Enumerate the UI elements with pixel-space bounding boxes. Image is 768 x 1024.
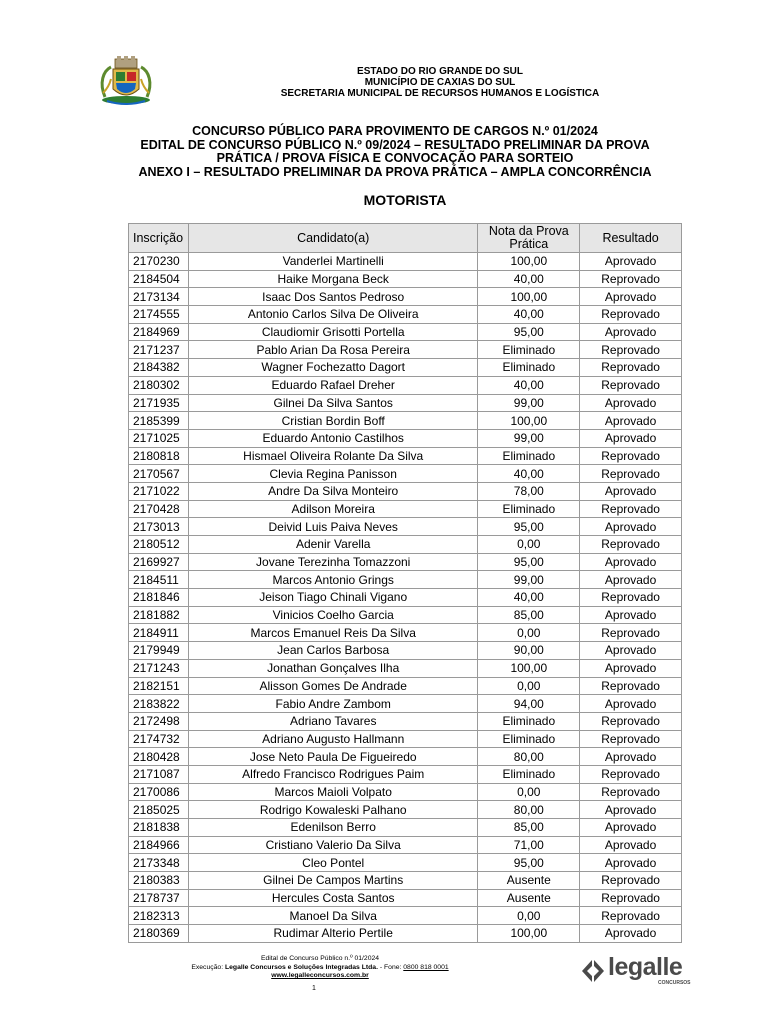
cell-registration: 2171022 (129, 482, 189, 500)
cell-candidate: Eduardo Rafael Dreher (188, 376, 477, 394)
cell-result: Aprovado (580, 836, 682, 854)
table-row (129, 394, 682, 412)
table-row (129, 536, 682, 554)
cell-score: Eliminado (478, 730, 580, 748)
table-row (129, 429, 682, 447)
table-row (129, 836, 682, 854)
table-row (129, 553, 682, 571)
table-row (129, 306, 682, 324)
cell-score: Ausente (478, 872, 580, 890)
cell-registration: 2179949 (129, 642, 189, 660)
cell-candidate: Jean Carlos Barbosa (188, 642, 477, 660)
brand-subtitle: CONCURSOS (658, 980, 691, 986)
cell-registration: 2170086 (129, 783, 189, 801)
cell-registration: 2181846 (129, 589, 189, 607)
cell-result: Aprovado (580, 606, 682, 624)
job-role-heading: MOTORISTA (363, 192, 447, 208)
cell-score: Eliminado (478, 500, 580, 518)
table-row (129, 907, 682, 925)
table-row (129, 765, 682, 783)
cell-registration: 2169927 (129, 553, 189, 571)
cell-registration: 2171237 (129, 341, 189, 359)
table-row (129, 359, 682, 377)
cell-candidate: Adriano Augusto Hallmann (188, 730, 477, 748)
cell-score: 40,00 (478, 376, 580, 394)
cell-candidate: Deivid Luis Paiva Neves (188, 518, 477, 536)
cell-score: 0,00 (478, 783, 580, 801)
cell-candidate: Isaac Dos Santos Pedroso (188, 288, 477, 306)
cell-result: Reprovado (580, 500, 682, 518)
state-name: ESTADO DO RIO GRANDE DO SUL (357, 66, 523, 77)
table-row (129, 730, 682, 748)
cell-candidate: Andre Da Silva Monteiro (188, 482, 477, 500)
footer-phone-prefix: - Fone: (377, 963, 404, 971)
table-row (129, 695, 682, 713)
cell-candidate: Jovane Terezinha Tomazzoni (188, 553, 477, 571)
title-line-4: ANEXO I – RESULTADO PRELIMINAR DA PROVA PRÁTICA – AMPLA CONCORRÊNCIA (138, 164, 652, 179)
brand-name: legalle (608, 953, 683, 981)
cell-result: Aprovado (580, 429, 682, 447)
coat-of-arms-icon (97, 53, 155, 107)
cell-registration: 2184966 (129, 836, 189, 854)
table-row (129, 624, 682, 642)
cell-result: Reprovado (580, 359, 682, 377)
cell-registration: 2180428 (129, 748, 189, 766)
cell-candidate: Adenir Varella (188, 536, 477, 554)
cell-score: Eliminado (478, 447, 580, 465)
cell-registration: 2182313 (129, 907, 189, 925)
cell-registration: 2171243 (129, 659, 189, 677)
cell-result: Reprovado (580, 765, 682, 783)
cell-score: Eliminado (478, 359, 580, 377)
cell-candidate: Eduardo Antonio Castilhos (188, 429, 477, 447)
table-row (129, 889, 682, 907)
cell-candidate: Marcos Maioli Volpato (188, 783, 477, 801)
footer-edital: Edital de Concurso Público n.º 01/2024 (260, 955, 380, 962)
cell-candidate: Alisson Gomes De Andrade (188, 677, 477, 695)
cell-score: 80,00 (478, 801, 580, 819)
cell-result: Aprovado (580, 518, 682, 536)
cell-candidate: Vanderlei Martinelli (188, 253, 477, 271)
cell-registration: 2184504 (129, 270, 189, 288)
cell-registration: 2183822 (129, 695, 189, 713)
cell-result: Aprovado (580, 854, 682, 872)
cell-registration: 2171087 (129, 765, 189, 783)
cell-score: Eliminado (478, 341, 580, 359)
table-row (129, 925, 682, 943)
table-row (129, 412, 682, 430)
cell-score: 80,00 (478, 748, 580, 766)
cell-registration: 2180369 (129, 925, 189, 943)
cell-score: 95,00 (478, 854, 580, 872)
cell-candidate: Gilnei Da Silva Santos (188, 394, 477, 412)
cell-score: 40,00 (478, 270, 580, 288)
cell-score: 99,00 (478, 571, 580, 589)
cell-result: Aprovado (580, 642, 682, 660)
cell-candidate: Marcos Emanuel Reis Da Silva (188, 624, 477, 642)
footer-execution (130, 964, 510, 973)
cell-registration: 2184511 (129, 571, 189, 589)
table-row (129, 712, 682, 730)
table-row (129, 589, 682, 607)
cell-score: 85,00 (478, 819, 580, 837)
cell-registration: 2181838 (129, 819, 189, 837)
cell-result: Reprovado (580, 872, 682, 890)
municipality-name: MUNICÍPIO DE CAXIAS DO SUL (364, 77, 516, 88)
cell-score: 90,00 (478, 642, 580, 660)
cell-score: 100,00 (478, 925, 580, 943)
table-row (129, 376, 682, 394)
footer-company: Legalle Concursos e Soluções Integradas Ltda. (224, 963, 378, 971)
cell-candidate: Cleo Pontel (188, 854, 477, 872)
cell-score: 0,00 (478, 536, 580, 554)
table-row (129, 323, 682, 341)
cell-result: Reprovado (580, 889, 682, 907)
cell-candidate: Cristiano Valerio Da Silva (188, 836, 477, 854)
cell-result: Aprovado (580, 819, 682, 837)
table-row (129, 748, 682, 766)
cell-result: Reprovado (580, 730, 682, 748)
footer-exec-prefix: Execução: (191, 963, 225, 971)
title-line-1: CONCURSO PÚBLICO PARA PROVIMENTO DE CARGOS N.º 01/2024 (192, 124, 598, 138)
cell-score: 85,00 (478, 606, 580, 624)
table-row (129, 659, 682, 677)
cell-candidate: Antonio Carlos Silva De Oliveira (188, 306, 477, 324)
cell-registration: 2174555 (129, 306, 189, 324)
cell-score: Eliminado (478, 765, 580, 783)
cell-score: 100,00 (478, 288, 580, 306)
cell-registration: 2185025 (129, 801, 189, 819)
cell-candidate: Hercules Costa Santos (188, 889, 477, 907)
cell-registration: 2173348 (129, 854, 189, 872)
cell-score: 40,00 (478, 465, 580, 483)
table-row (129, 783, 682, 801)
cell-score: 78,00 (478, 482, 580, 500)
table-row (129, 571, 682, 589)
cell-registration: 2173013 (129, 518, 189, 536)
cell-result: Reprovado (580, 341, 682, 359)
column-header-registration: Inscrição (129, 224, 189, 253)
cell-result: Reprovado (580, 589, 682, 607)
cell-candidate: Edenilson Berro (188, 819, 477, 837)
cell-result: Reprovado (580, 465, 682, 483)
cell-result: Reprovado (580, 306, 682, 324)
cell-score: 100,00 (478, 253, 580, 271)
cell-registration: 2184382 (129, 359, 189, 377)
cell-registration: 2170230 (129, 253, 189, 271)
cell-candidate: Hismael Oliveira Rolante Da Silva (188, 447, 477, 465)
cell-registration: 2184969 (129, 323, 189, 341)
table-row (129, 819, 682, 837)
cell-registration: 2171025 (129, 429, 189, 447)
cell-result: Reprovado (580, 677, 682, 695)
cell-candidate: Cristian Bordin Boff (188, 412, 477, 430)
cell-registration: 2173134 (129, 288, 189, 306)
cell-registration: 2181882 (129, 606, 189, 624)
cell-candidate: Rudimar Alterio Pertile (188, 925, 477, 943)
cell-result: Aprovado (580, 323, 682, 341)
results-table (128, 223, 682, 943)
cell-candidate: Clevia Regina Panisson (188, 465, 477, 483)
cell-result: Reprovado (580, 376, 682, 394)
cell-candidate: Pablo Arian Da Rosa Pereira (188, 341, 477, 359)
cell-candidate: Vinicios Coelho Garcia (188, 606, 477, 624)
cell-score: 95,00 (478, 553, 580, 571)
table-row (129, 341, 682, 359)
cell-result: Aprovado (580, 553, 682, 571)
table-row (129, 606, 682, 624)
table-row (129, 854, 682, 872)
cell-result: Aprovado (580, 288, 682, 306)
cell-registration: 2170567 (129, 465, 189, 483)
cell-candidate: Fabio Andre Zambom (188, 695, 477, 713)
table-row (129, 447, 682, 465)
cell-result: Aprovado (580, 748, 682, 766)
cell-candidate: Adilson Moreira (188, 500, 477, 518)
table-row (129, 801, 682, 819)
cell-registration: 2171935 (129, 394, 189, 412)
cell-score: 95,00 (478, 323, 580, 341)
cell-result: Aprovado (580, 571, 682, 589)
table-row (129, 642, 682, 660)
title-line-3: PRÁTICA / PROVA FÍSICA E CONVOCAÇÃO PARA SORTEIO (216, 151, 574, 165)
footer-website-link[interactable]: www.legalleconcursos.com.br (271, 972, 369, 979)
cell-score: 0,00 (478, 677, 580, 695)
cell-result: Aprovado (580, 925, 682, 943)
table-row (129, 482, 682, 500)
cell-registration: 2180818 (129, 447, 189, 465)
cell-candidate: Adriano Tavares (188, 712, 477, 730)
cell-candidate: Claudiomir Grisotti Portella (188, 323, 477, 341)
cell-candidate: Manoel Da Silva (188, 907, 477, 925)
cell-score: 0,00 (478, 907, 580, 925)
cell-registration: 2174732 (129, 730, 189, 748)
cell-registration: 2182151 (129, 677, 189, 695)
cell-candidate: Wagner Fochezatto Dagort (188, 359, 477, 377)
cell-candidate: Jonathan Gonçalves Ilha (188, 659, 477, 677)
table-row (129, 872, 682, 890)
issuing-authority (230, 66, 650, 99)
cell-candidate: Jeison Tiago Chinali Vigano (188, 589, 477, 607)
footer (130, 955, 510, 981)
cell-result: Reprovado (580, 447, 682, 465)
cell-candidate: Gilnei De Campos Martins (188, 872, 477, 890)
column-header-candidate: Candidato(a) (188, 224, 477, 253)
cell-candidate: Jose Neto Paula De Figueiredo (188, 748, 477, 766)
cell-result: Reprovado (580, 270, 682, 288)
cell-score: 40,00 (478, 589, 580, 607)
cell-result: Aprovado (580, 394, 682, 412)
cell-registration: 2180302 (129, 376, 189, 394)
cell-candidate: Alfredo Francisco Rodrigues Paim (188, 765, 477, 783)
table-row (129, 253, 682, 271)
cell-candidate: Marcos Antonio Grings (188, 571, 477, 589)
cell-result: Reprovado (580, 624, 682, 642)
cell-score: 99,00 (478, 394, 580, 412)
cell-score: Eliminado (478, 712, 580, 730)
table-header-row (129, 224, 682, 253)
cell-score: 100,00 (478, 412, 580, 430)
table-row (129, 518, 682, 536)
cell-result: Aprovado (580, 253, 682, 271)
cell-result: Aprovado (580, 801, 682, 819)
cell-candidate: Haike Morgana Beck (188, 270, 477, 288)
title-line-2: EDITAL DE CONCURSO PÚBLICO N.º 09/2024 – RESULTADO PRELIMINAR DA PROVA (140, 137, 650, 152)
cell-result: Reprovado (580, 536, 682, 554)
secretariat-name: SECRETARIA MUNICIPAL DE RECURSOS HUMANOS E LOGÍSTICA (280, 88, 600, 99)
cell-registration: 2172498 (129, 712, 189, 730)
page-number: 1 (312, 985, 316, 992)
footer-phone[interactable]: 0800 818 0001 (403, 963, 449, 971)
table-row (129, 465, 682, 483)
table-row (129, 270, 682, 288)
cell-registration: 2180383 (129, 872, 189, 890)
cell-result: Aprovado (580, 659, 682, 677)
cell-result: Aprovado (580, 482, 682, 500)
cell-score: 95,00 (478, 518, 580, 536)
cell-registration: 2184911 (129, 624, 189, 642)
cell-result: Reprovado (580, 783, 682, 801)
cell-score: Ausente (478, 889, 580, 907)
column-header-score: Nota da Prova Prática (478, 224, 580, 253)
cell-result: Reprovado (580, 907, 682, 925)
cell-registration: 2170428 (129, 500, 189, 518)
table-row (129, 677, 682, 695)
column-header-result: Resultado (580, 224, 682, 253)
cell-registration: 2178737 (129, 889, 189, 907)
cell-result: Reprovado (580, 712, 682, 730)
cell-score: 100,00 (478, 659, 580, 677)
table-row (129, 288, 682, 306)
cell-registration: 2180512 (129, 536, 189, 554)
cell-result: Aprovado (580, 695, 682, 713)
cell-score: 94,00 (478, 695, 580, 713)
cell-registration: 2185399 (129, 412, 189, 430)
cell-candidate: Rodrigo Kowaleski Palhano (188, 801, 477, 819)
cell-score: 99,00 (478, 429, 580, 447)
table-row (129, 500, 682, 518)
cell-result: Aprovado (580, 412, 682, 430)
cell-score: 40,00 (478, 306, 580, 324)
document-title (100, 125, 690, 179)
cell-score: 71,00 (478, 836, 580, 854)
cell-score: 0,00 (478, 624, 580, 642)
